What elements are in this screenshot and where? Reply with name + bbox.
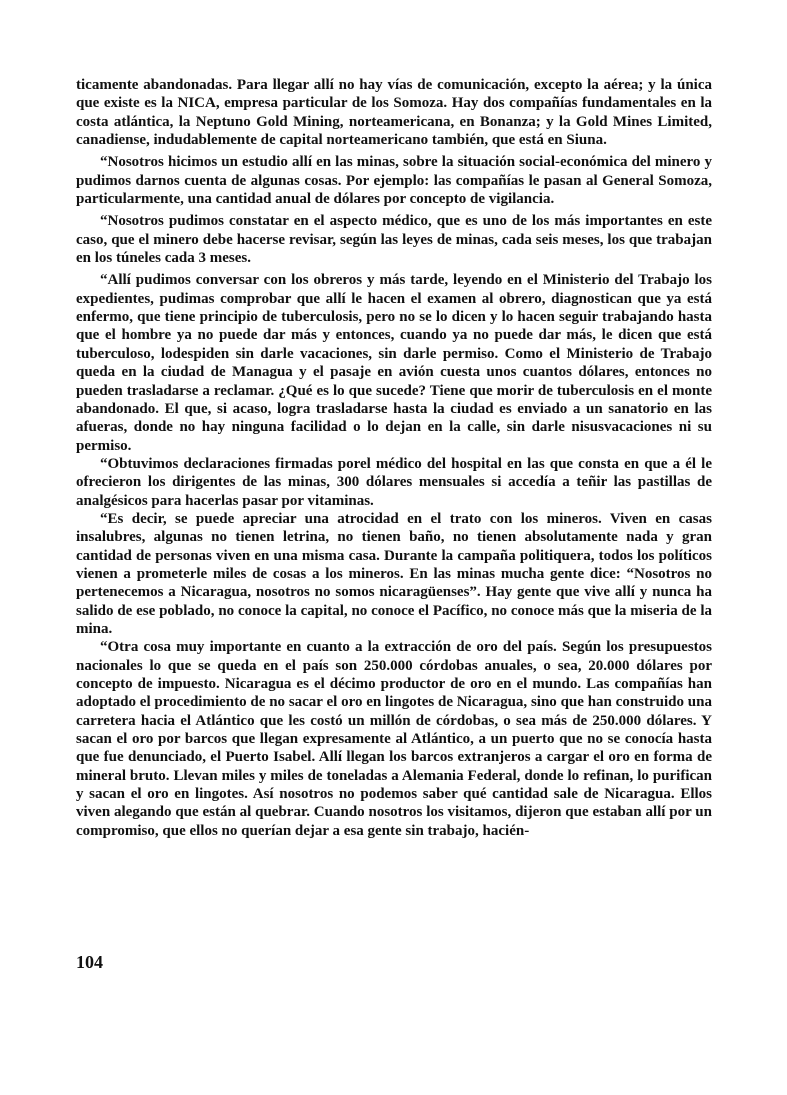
paragraph-3: “Nosotros pudimos constatar en el aspecto médico, que es uno de los más importantes en este caso, que el minero debe hacerse revisar, según las leyes de minas, cada seis meses, los que trabajan en los túneles cada 3 meses.: [76, 213, 712, 267]
page-number: 104: [76, 952, 103, 972]
paragraph-1: ticamente abandonadas. Para llegar allí no hay vías de comunicación, excepto la aérea; y la única que existe es la NICA, empresa particular de los Somoza. Hay dos compañías fundamentales en la costa atlántica, la Neptuno Gold Mining, norteamericana, en Bonanza; y la Gold Mines Limited, canadiense, indudablemente de capital norteamericano también, que está en Siuna.: [76, 77, 712, 149]
page-body: [76, 76, 712, 840]
paragraph-2: “Nosotros hicimos un estudio allí en las minas, sobre la situación social-económica del minero y pudimos darnos cuenta de algunas cosas. Por ejemplo: las compañías le pasan al General Somoza, particularmente, una cantidad anual de dólares por concepto de vigilancia.: [76, 154, 712, 208]
paragraph-6: “Es decir, se puede apreciar una atrocidad en el trato con los mineros. Viven en casas insalubres, algunas no tienen letrina, no tienen baño, no tienen absolutamente nada y gran cantidad de personas viven en una misma casa. Durante la campaña politiquera, todos los políticos vienen a prometerle miles de cosas a los mineros. En las minas mucha gente dice: “Nosotros no pertenecemos a Nicaragua, nosotros no somos nicaragüenses”. Hay gente que vive allí y nunca ha salido de ese poblado, no conoce la capital, no conoce el Pacífico, no conoce más que la miseria de la mina.: [76, 510, 712, 637]
paragraph-7: “Otra cosa muy importante en cuanto a la extracción de oro del país. Según los presupuestos nacionales lo que se queda en el país son 250.000 córdobas anuales, o sea, 20.000 dólares por concepto de impuesto. Nicaragua es el décimo productor de oro en el mundo. Las compañías han adoptado el procedimiento de no sacar el oro en lingotes de Nicaragua, sino que han construido una carretera hacia el Atlántico que les costó un millón de córdobas, o sea más de 250.000 dólares. Y sacan el oro por barcos que llegan expresamente al Atlántico, a un puerto que no se conocía hasta que fue denunciado, el Puerto Isabel. Allí llegan los barcos extranjeros a cargar el oro en forma de mineral bruto. Llevan miles y miles de toneladas a Alemania Federal, donde lo refinan, lo purifican y sacan el oro en lingotes. Así nosotros no podemos saber qué cantidad sale de Nicaragua. Ellos viven alegando que están al quebrar. Cuando nosotros los visitamos, dijeron que estaban allí por un compromiso, que ellos no querían dejar a esa gente sin trabajo, hacién-: [76, 639, 712, 839]
paragraph-4: “Allí pudimos conversar con los obreros y más tarde, leyendo en el Ministerio del Trabajo los expedientes, pudimas comprobar que allí le hacen el examen al obrero, diagnostican que ya está enfermo, que tiene principio de tuberculosis, pero no se lo dicen y lo hacen seguir trabajando hasta que el hombre ya no puede dar más y entonces, cuando ya no puede dar más, le dicen que está tuberculoso, lodespiden sin darle vacaciones, sin darle permiso. Como el Ministerio de Trabajo queda en la ciudad de Managua y el pasaje en avión cuesta unos cuantos dólares, entonces no pueden trasladarse a reclamar. ¿Qué es lo que sucede? Tiene que morir de tuberculosis en el monte abandonado. El que, si acaso, logra trasladarse hasta la ciudad es enviado a un sanatorio en las afueras, donde no hay ninguna facilidad o lo dejan en la calle, sin darle nisusvacaciones ni su permiso.: [76, 272, 712, 454]
paragraph-5: “Obtuvimos declaraciones firmadas porel médico del hospital en las que consta en que a él le ofrecieron los dirigentes de las minas, 300 dólares mensuales si accedía a teñir las pastillas de analgésicos para hacerlas pasar por vitaminas.: [76, 455, 712, 509]
